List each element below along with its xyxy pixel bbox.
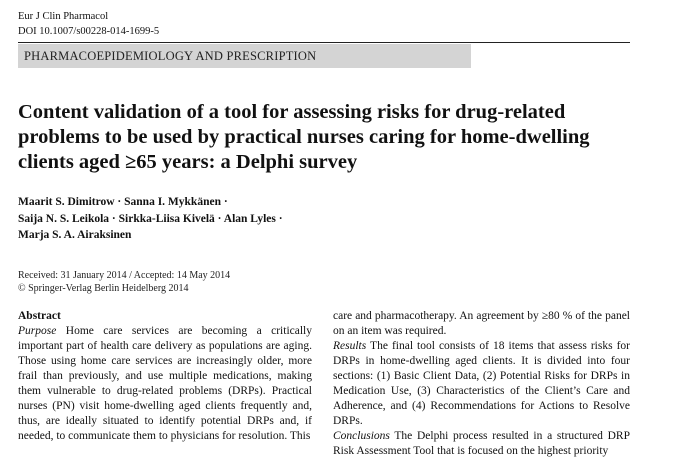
conclusions-label: Conclusions bbox=[333, 430, 390, 442]
abstract-right-column bbox=[333, 309, 630, 459]
conclusions-paragraph bbox=[333, 429, 630, 459]
results-text: The final tool consists of 18 items that assess risks for DRPs in home-dwelling aged clients. It is divided into four sections: (1) Basic Client Data, (2) Potential Risks for DRPs in Medication Use, (3) Characteristics of the Client’s Care and Adherence, and (4) Recommendations for Actions to Resolve DRPs. bbox=[333, 340, 630, 427]
section-label: PHARMACOEPIDEMIOLOGY AND PRESCRIPTION bbox=[24, 49, 317, 63]
author-line-3: Marja S. A. Airaksinen bbox=[18, 229, 132, 241]
received-accepted: Received: 31 January 2014 / Accepted: 14 May 2014 bbox=[18, 270, 231, 281]
abstract-left-column bbox=[18, 309, 312, 444]
section-bar bbox=[18, 44, 471, 68]
title-line-2: problems to be used by practical nurses caring for home-dwelling bbox=[18, 126, 590, 148]
purpose-label: Purpose bbox=[18, 325, 57, 337]
title-line-1: Content validation of a tool for assessing risks for drug-related bbox=[18, 101, 566, 123]
article-dates bbox=[18, 269, 230, 295]
journal-header bbox=[18, 9, 159, 39]
author-line-1: Maarit S. Dimitrow · Sanna I. Mykkänen · bbox=[18, 196, 228, 208]
author-line-2: Saija N. S. Leikola · Sirkka-Liisa Kivelä · Alan Lyles · bbox=[18, 212, 283, 225]
results-paragraph bbox=[333, 339, 630, 429]
article-title bbox=[18, 100, 658, 175]
author-list bbox=[18, 194, 283, 244]
abstract-heading: Abstract bbox=[18, 310, 61, 322]
journal-name: Eur J Clin Pharmacol bbox=[18, 11, 109, 22]
copyright: © Springer-Verlag Berlin Heidelberg 2014 bbox=[18, 283, 189, 294]
doi: DOI 10.1007/s00228-014-1699-5 bbox=[18, 26, 160, 37]
conclusions-text: The Delphi process resulted in a structured DRP Risk Assessment Tool that is focused on the highest priority bbox=[333, 430, 630, 457]
results-label: Results bbox=[333, 340, 367, 352]
purpose-text: Home care services are becoming a critically important part of health care delivery as populations are aging. Those using home care services are increasingly older, more frail than previously, and use multiple medications, making them vulnerable to drug-related problems (DRPs). Practical nurses (PN) visit home-dwelling aged clients frequently and, thus, are ideally situated to identify potential DRPs and, if needed, to communicate them to physicians for resolution. This bbox=[18, 325, 312, 442]
title-line-3: clients aged ≥65 years: a Delphi survey bbox=[18, 151, 358, 173]
header-rule bbox=[18, 42, 630, 43]
purpose-paragraph bbox=[18, 324, 312, 444]
methods-continuation: care and pharmacotherapy. An agreement by ≥80 % of the panel on an item was required. bbox=[333, 310, 630, 337]
